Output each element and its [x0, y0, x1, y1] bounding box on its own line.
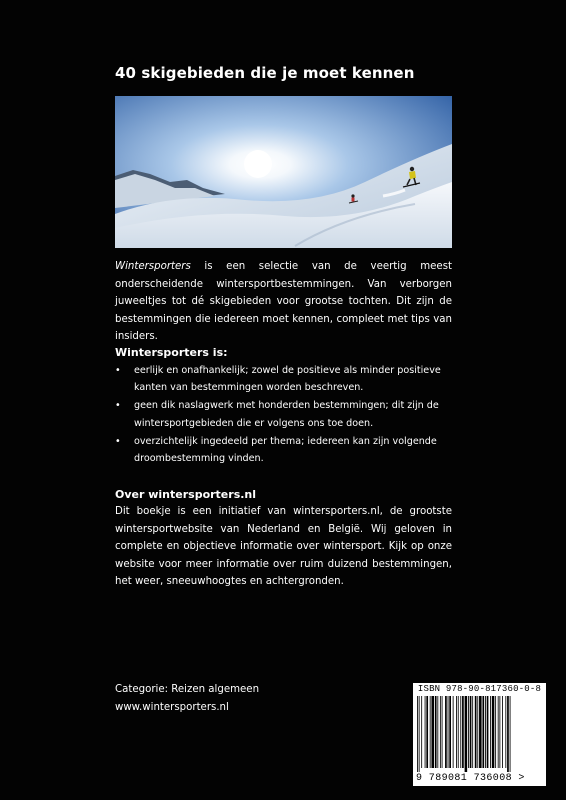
barcode-bar [475, 696, 477, 768]
barcode-bar [440, 696, 441, 768]
barcode-bar [449, 696, 451, 768]
bullet-icon: • [115, 400, 121, 412]
barcode-bar [456, 696, 457, 768]
barcode-bar [453, 696, 454, 768]
ski-photo [115, 96, 452, 248]
barcode-bar [499, 696, 500, 768]
barcode-bar [435, 696, 437, 768]
isbn-number: ISBN 978-90-817360-0-8 [417, 684, 542, 694]
website-link[interactable]: www.wintersporters.nl [115, 702, 229, 713]
isbn-barcode [413, 683, 546, 786]
barcode-bar [510, 696, 511, 772]
barcode-bar [477, 696, 478, 768]
features-list [115, 362, 455, 468]
list-item-text: geen dik naslagwerk met honderden bestemmingen; dit zijn de wintersportgebieden die er volgens ons toe doen. [134, 400, 439, 429]
list-item-text: eerlijk en onafhankelijk; zowel de positieve als minder positieve kanten van bestemmingen worden beschreven. [134, 365, 441, 394]
ean-number: 9 789081 736008 > [416, 773, 525, 784]
barcode-bar [490, 696, 491, 768]
barcode-bar [419, 696, 420, 772]
barcode-bar [468, 696, 469, 768]
barcode-bar [430, 696, 431, 768]
barcode-bar [482, 696, 484, 768]
about-heading: Over wintersporters.nl [115, 488, 257, 501]
barcode-bar [495, 696, 496, 768]
barcode-bar [448, 696, 449, 768]
bullet-icon: • [115, 435, 121, 447]
intro-paragraph [115, 258, 452, 346]
barcode-bar [426, 696, 428, 768]
barcode-bar [445, 696, 447, 768]
barcode-bar [462, 696, 464, 768]
barcode-bar [458, 696, 459, 768]
barcode-bars [417, 696, 542, 772]
intro-text: is een selectie van de veertig meest onderscheidende wintersportbestemmingen. Van verborgen juweeltjes tot dé skigebieden voor grootse tochten. Dit zijn de bestemmingen die iedereen moet kennen, compleet met tips van insiders. [115, 261, 452, 343]
barcode-bar [437, 696, 438, 768]
barcode-bar [479, 696, 482, 768]
about-paragraph: Dit boekje is een initiatief van wintersporters.nl, de grootste wintersportwebsite van Nederland en België. Wij geloven in complete en objectieve informatie over wintersport. Kijk op onze website voor meer informatie over ruim duizend bestemmingen, het weer, sneeuwhoogtes en achtergronden. [115, 506, 452, 588]
intro-emphasis: Wintersporters [115, 261, 191, 272]
barcode-bar [507, 696, 509, 772]
bullet-icon: • [115, 365, 121, 376]
list-item-text: overzichtelijk ingedeeld per thema; iedereen kan zijn volgende droombestemming vinden. [134, 435, 437, 465]
barcode-bar [472, 696, 473, 768]
features-heading: Wintersporters is: [115, 346, 228, 359]
barcode-bar [421, 696, 422, 768]
barcode-bar [417, 696, 418, 772]
barcode-bar [460, 696, 461, 768]
barcode-bar [465, 696, 468, 772]
barcode-bar [505, 696, 506, 768]
barcode-bar [502, 696, 503, 768]
barcode-bar [498, 696, 499, 768]
cover-title: 40 skigebieden die je moet kennen [115, 64, 415, 82]
list-item [115, 433, 455, 467]
barcode-bar [425, 696, 426, 768]
barcode-bar [492, 696, 495, 768]
category-label: Categorie: Reizen algemeen [115, 684, 260, 695]
barcode-bar [442, 696, 443, 768]
list-item [115, 397, 455, 431]
barcode-bar [470, 696, 472, 768]
barcode-bar [485, 696, 486, 768]
barcode-bar [487, 696, 489, 768]
list-item [115, 362, 455, 396]
barcode-bar [431, 696, 434, 768]
ski-photo-illustration [115, 96, 452, 248]
